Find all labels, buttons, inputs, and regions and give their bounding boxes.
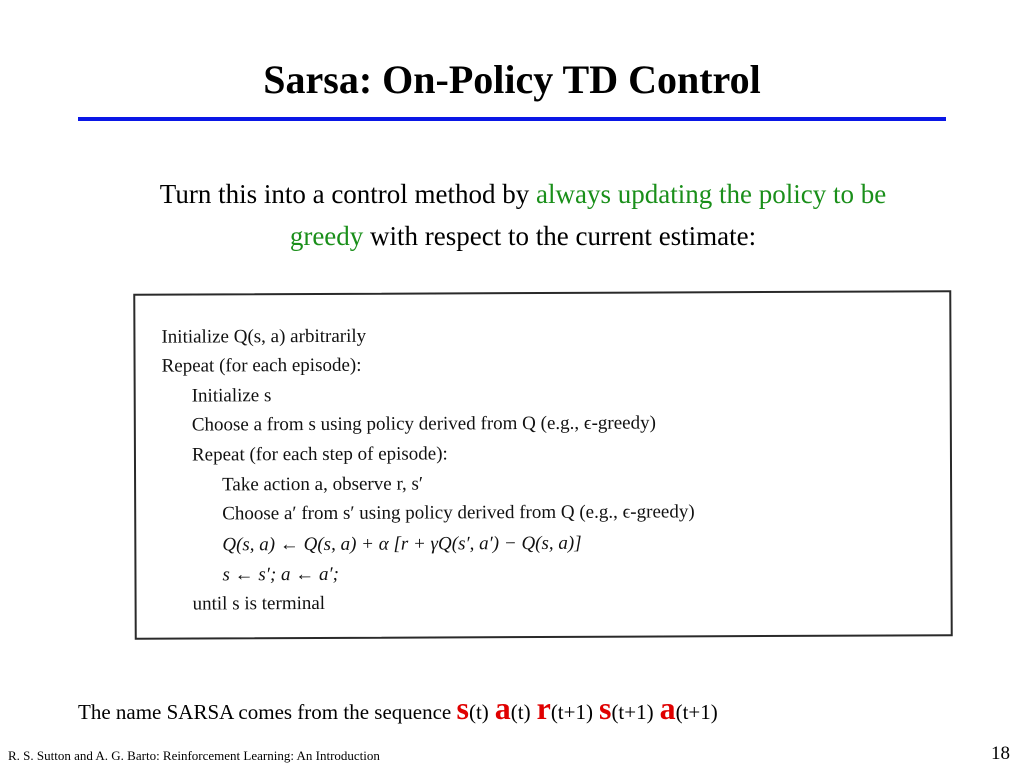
seq-index-r-t1: (t+1)	[550, 700, 593, 724]
algo-line-take-action: Take action a, observe r, s′	[222, 473, 424, 496]
seq-index-s-t1: (t+1)	[611, 700, 654, 724]
algo-line-choose-a: Choose a from s using policy derived from Q (e.g., ϵ-greedy)	[191, 412, 656, 436]
intro-part1: Turn this into a control method by	[159, 179, 537, 209]
algo-line-assign: s ← s′; a ← a′;	[222, 563, 340, 586]
seq-letter-a-t1: a	[659, 690, 676, 726]
algo-line-until-terminal: until s is terminal	[192, 592, 326, 615]
seq-letter-a-t: a	[494, 690, 511, 726]
seq-letter-r-t1: r	[536, 690, 551, 726]
algo-line-update-rule: Q(s, a) ← Q(s, a) + α [r + γQ(s′, a′) − Q(s, a)]	[222, 532, 582, 556]
algo-line-repeat-step: Repeat (for each step of episode):	[191, 443, 448, 466]
algo-line-initialize-q: Initialize Q(s, a) arbitrarily	[161, 325, 367, 348]
intro-text	[128, 173, 918, 257]
sarsa-algorithm-box	[133, 290, 953, 640]
seq-index-a-t1: (t+1)	[675, 700, 718, 724]
slide-title: Sarsa: On-Policy TD Control	[263, 57, 761, 102]
algo-line-repeat-episode: Repeat (for each episode):	[161, 354, 362, 377]
seq-letter-s-t1: s	[598, 690, 612, 726]
title-underline	[78, 117, 946, 121]
footer-citation: R. S. Sutton and A. G. Barto: Reinforcement Learning: An Introduction	[8, 748, 380, 763]
seq-index-a-t: (t)	[510, 700, 531, 724]
intro-highlight: always updating the policy to be greedy	[289, 179, 887, 251]
page-number: 18	[991, 743, 1010, 764]
algo-line-choose-a-prime: Choose a′ from s′ using policy derived from Q (e.g., ϵ-greedy)	[222, 501, 695, 525]
algo-line-initialize-s: Initialize s	[191, 385, 272, 407]
sarsa-name-explanation	[78, 690, 724, 730]
intro-part2: with respect to the current estimate:	[363, 221, 757, 251]
seq-letter-s-t: s	[456, 690, 469, 726]
sarsa-prefix: The name SARSA comes from the sequence	[78, 700, 457, 724]
seq-index-s-t: (t)	[468, 700, 489, 724]
